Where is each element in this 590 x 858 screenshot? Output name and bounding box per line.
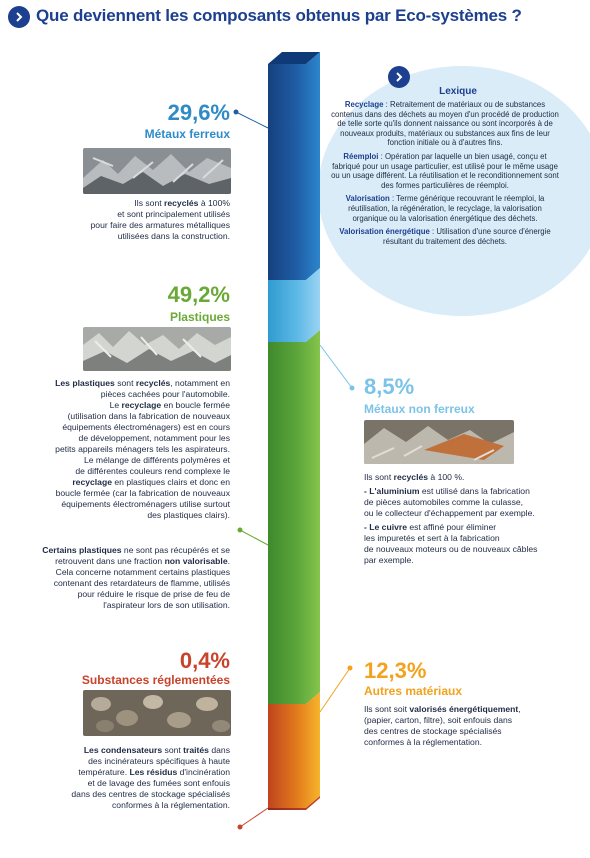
photo-metaux-ferreux xyxy=(83,148,231,194)
percent-plastiques: 49,2% xyxy=(167,282,230,307)
label-metaux-non-ferreux: Métaux non ferreux xyxy=(364,402,475,416)
connector-plastiques xyxy=(240,530,268,545)
text-metaux-ferreux: Ils sont recyclés à 100% et sont principalement utilisés pour faire des armatures métalliques utilisées dans la construction. xyxy=(90,198,230,241)
connector-autres xyxy=(320,668,350,712)
column-segment-metaux-ferreux xyxy=(268,52,320,280)
percent-metaux-ferreux: 29,6% xyxy=(167,100,230,125)
percent-autres: 12,3% xyxy=(364,658,427,683)
label-autres: Autres matériaux xyxy=(364,684,463,698)
connector-substances xyxy=(240,808,268,827)
text-plastiques-1: Les plastiques sont recyclés, notamment en pièces cachées pour l'automobile. Le recyclage en boucle fermée (utilisation dans la fabrication de nouveaux équipements électroménagers) est en cours de développement, notamment pour les petits appareils ménagers tels les aspirateurs. Le mélange de différents polymères et de différentes couleurs rend complexe le recyclage en plastiques clairs et donc en boucle fermée (car la fabrication de nouveaux équipements électroménagers utilise surtout des plastiques clairs). xyxy=(55,378,230,520)
percent-metaux-non-ferreux: 8,5% xyxy=(364,374,415,399)
text-autres: Ils sont soit valorisés énergétiquement, (papier, carton, filtre), soit enfouis dans des centres de stockage spécialisés conformes à la réglementation. xyxy=(364,704,521,747)
page-title: Que deviennent les composants obtenus par Eco-systèmes ? xyxy=(36,6,522,25)
lexique-body: Recyclage : Retraitement de matériaux ou de substances contenus dans des déchets au moyen d'un procédé de production de telle sorte qu'ils donnent naissance ou sont incorporés à de nouveaux produits, matériaux ou substances aux fins de leur fonction initiale ou à d'autres fins. Réemploi : Opération par laquelle un bien usagé, conçu et fabriqué pour un usage particulier, est utilisé pour le même usage ou un usage différent. La réutilisation et le reconditionnement sont des formes particulières de réemploi. Valorisation : Terme générique recouvrant le réemploi, la réutilisation, la régénération, le recyclage, la valorisation organique ou la valorisation énergétique des déchets. Valorisation énergétique : Utilisation d'une source d'énergie résultant du traitement des déchets. xyxy=(331,100,559,246)
label-plastiques: Plastiques xyxy=(169,310,230,324)
label-substances: Substances réglementées xyxy=(81,673,230,687)
column-segment-plastiques xyxy=(268,330,320,704)
connector-non-ferreux xyxy=(320,345,352,388)
photo-metaux-non-ferreux xyxy=(364,420,514,464)
text-substances: Les condensateurs sont traités dans des incinérateurs spécifiques à haute température. Les résidus d'incinération et de lavage des fumées sont enfouis dans des centres de stockage spécialisés conformes à la réglementation. xyxy=(71,745,230,810)
photo-substances xyxy=(83,690,231,736)
lexique-title: Lexique xyxy=(439,86,477,97)
label-metaux-ferreux: Métaux ferreux xyxy=(144,127,230,141)
text-plastiques-2: Certains plastiques ne sont pas récupérés et se retrouvent dans une fraction non valorisable. Cela concerne notamment certains plastiques contenant des retardateurs de flamme, utilisés pour réduire le risque de prise de feu de l'aspirateur lors de son utilisation. xyxy=(42,545,230,610)
connector-metaux-ferreux xyxy=(236,112,268,128)
column-segment-autres xyxy=(268,692,320,808)
photo-plastiques xyxy=(83,327,231,371)
percent-substances: 0,4% xyxy=(179,648,230,673)
text-metaux-non-ferreux: Ils sont recyclés à 100 %. - L'aluminium est utilisé dans la fabrication de pièces automobiles comme la culasse, ou le collecteur d'échappement par exemple. - Le cuivre est affiné pour éliminer les impuretés et sert à la fabrication de nouveaux moteurs ou de nouveaux câbles par exemple. xyxy=(364,472,538,565)
